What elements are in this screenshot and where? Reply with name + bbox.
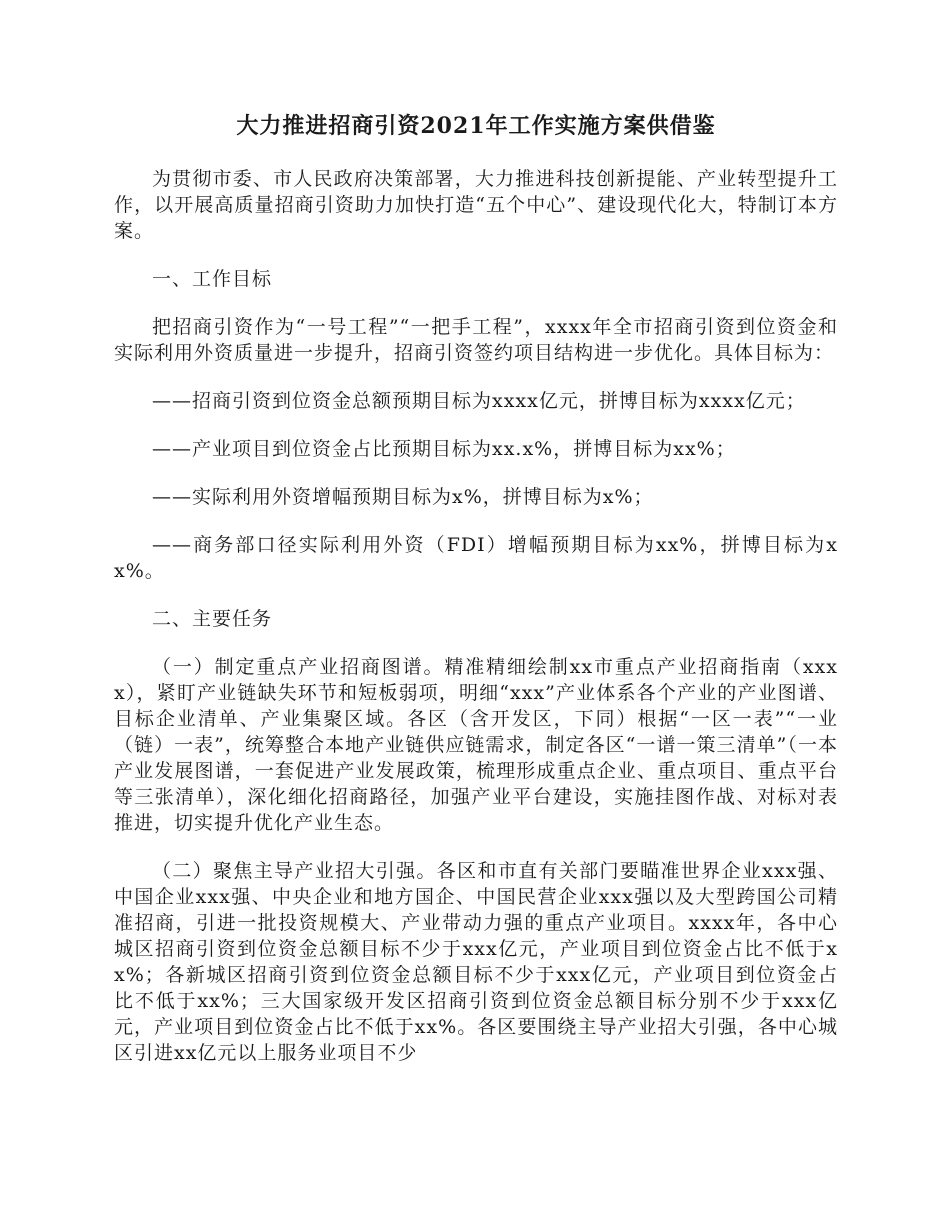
section-heading-goals: 一、工作目标 — [152, 268, 273, 290]
document-page — [114, 110, 838, 1088]
goal-item: ——商务部口径实际利用外资（FDI）增幅预期目标为xx%，拼博目标为xx%。 — [114, 534, 838, 582]
goal-item: ——招商引资到位资金总额预期目标为xxxx亿元，拼博目标为xxxx亿元； — [152, 390, 806, 412]
goals-paragraph: 把招商引资作为“一号工程”“一把手工程”，xxxx年全市招商引资到位资金和实际利用外资质量进一步提升，招商引资签约项目结构进一步优化。具体目标为： — [114, 316, 838, 364]
task-paragraph: （二）聚焦主导产业招大引强。各区和市直有关部门要瞄准世界企业xxx强、中国企业xxx强、中央企业和地方国企、中国民营企业xxx强以及大型跨国公司精准招商，引进一批投资规模大、产业带动力强的重点产业项目。xxxx年，各中心城区招商引资到位资金总额目标不少于xxx亿元，产业项目到位资金占比不低于xx%；各新城区招商引资到位资金总额目标不少于xxx亿元，产业项目到位资金占比不低于xx%；三大国家级开发区招商引资到位资金总额目标分别不少于xxx亿元，产业项目到位资金占比不低于xx%。各区要围绕主导产业招大引强，各中心城区引进xx亿元以上服务业项目不少 — [114, 860, 838, 1064]
intro-paragraph: 为贯彻市委、市人民政府决策部署，大力推进科技创新提能、产业转型提升工作，以开展高质量招商引资助力加快打造“五个中心”、建设现代化大，特制订本方案。 — [114, 168, 838, 242]
document-title: 大力推进招商引资2021年工作实施方案供借鉴 — [236, 113, 716, 139]
goal-item: ——实际利用外资增幅预期目标为x%，拼博目标为x%； — [152, 486, 654, 508]
task-paragraph: （一）制定重点产业招商图谱。精准精细绘制xx市重点产业招商指南（xxxx），紧盯产业链缺失环节和短板弱项，明细“xxx”产业体系各个产业的产业图谱、目标企业清单、产业集聚区域。各区（含开发区，下同）根据“一区一表”“一业（链）一表”，统筹整合本地产业链供应链需求，制定各区“一谱一策三清单”（一本产业发展图谱，一套促进产业发展政策，梳理形成重点企业、重点项目、重点平台等三张清单），深化细化招商路径，加强产业平台建设，实施挂图作战、对标对表推进，切实提升优化产业生态。 — [114, 656, 838, 834]
goal-item: ——产业项目到位资金占比预期目标为xx.x%，拼博目标为xx%； — [152, 438, 736, 460]
section-heading-tasks: 二、主要任务 — [152, 608, 273, 630]
